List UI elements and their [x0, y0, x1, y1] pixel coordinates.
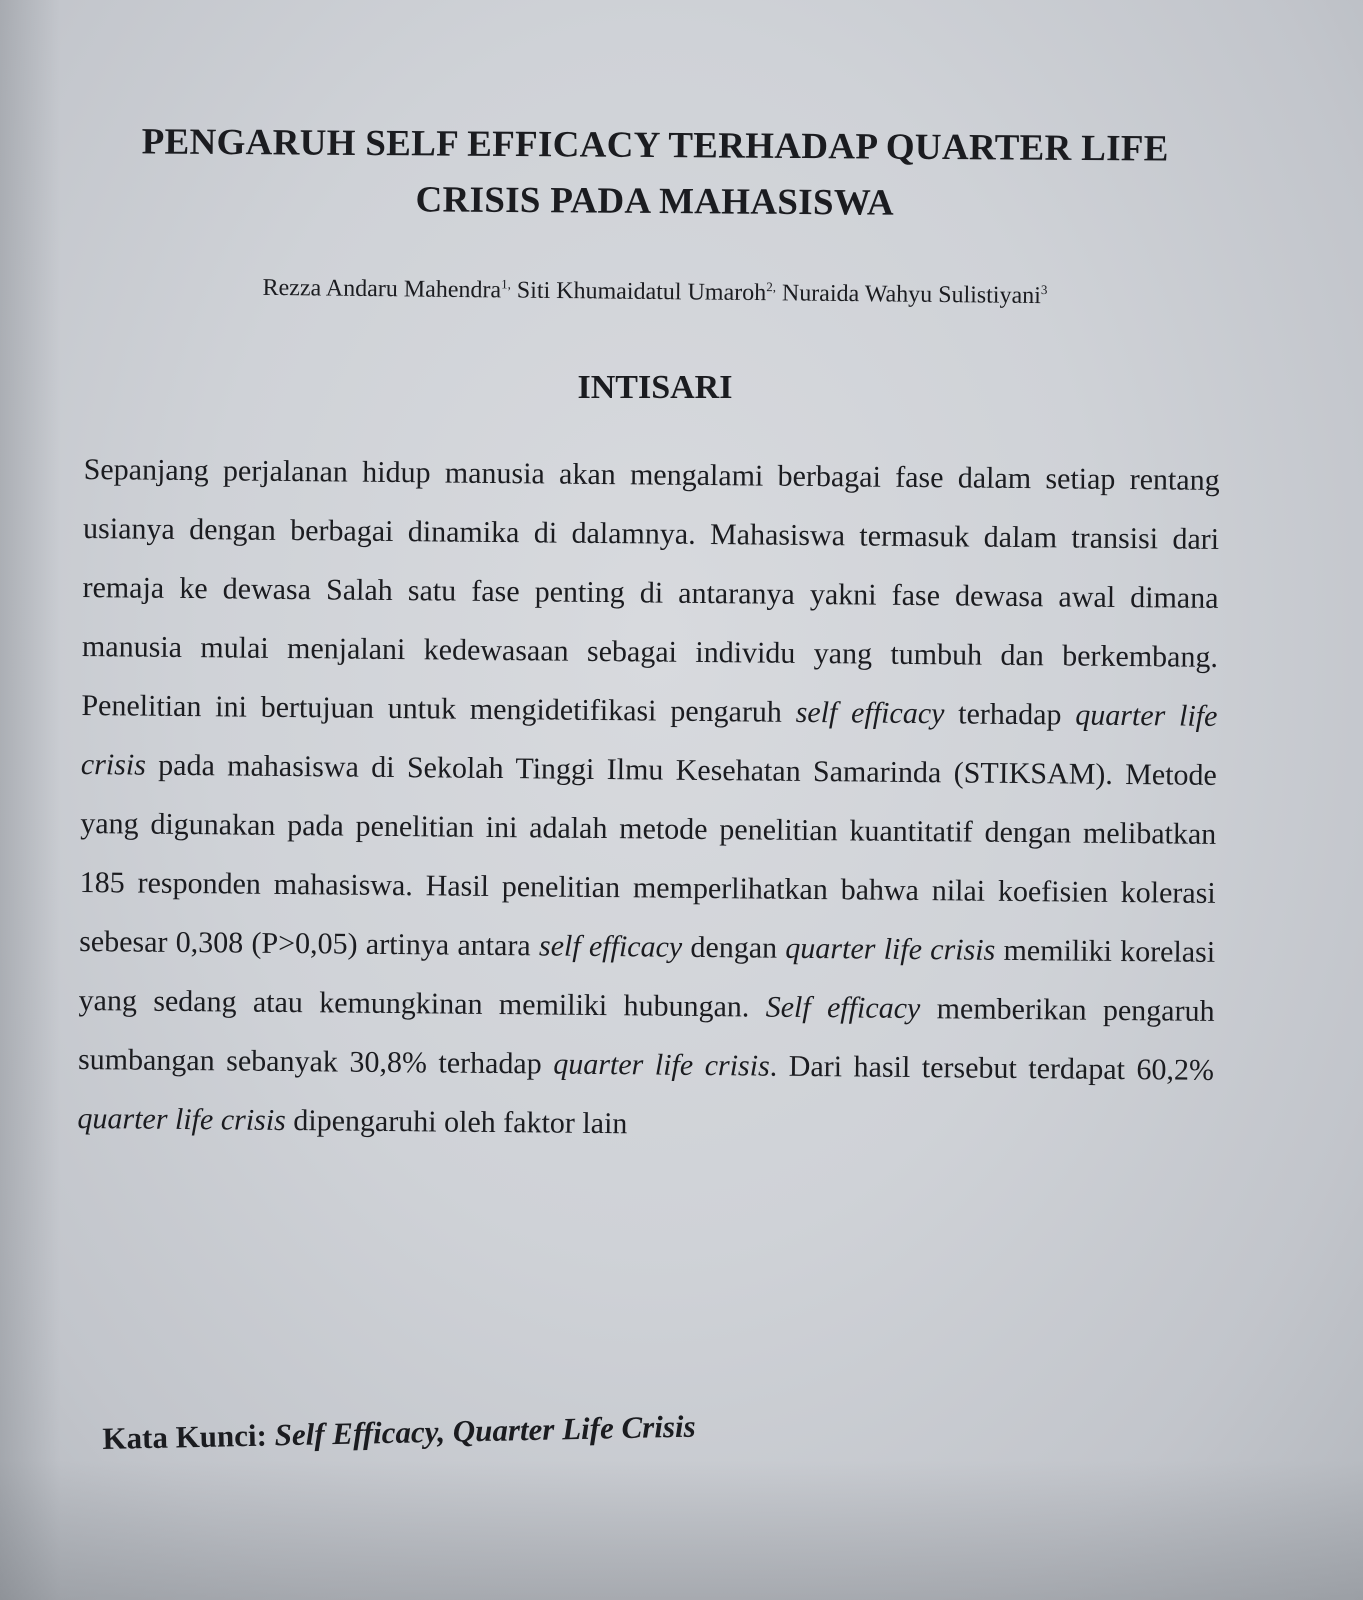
abstract-text-1: Sepanjang perjalanan hidup manusia akan mengalami berbagai fase dalam setiap rentang usianya dengan berbagai dinamika di dalamnya. Mahasiswa termasuk dalam transisi dari remaja ke dewasa Salah satu fase penting di antaranya yakni fase dewasa awal dimana manusia mulai menjalani kedewasaan sebagai individu yang tumbuh dan berkembang. Penelitian ini bertujuan untuk mengidetifikasi pengaruh — [81, 452, 1220, 729]
author-name-1: Rezza Andaru Mahendra — [262, 274, 502, 304]
keywords — [102, 1406, 696, 1460]
title-line-2: CRISIS PADA MAHASISWA — [415, 179, 895, 224]
abstract-text-3: pada mahasiswa di Sekolah Tinggi Ilmu Kesehatan Samarinda (STIKSAM). Metode yang digunakan pada penelitian ini adalah metode penelitian kuantitatif dengan melibatkan 185 responden mahasiswa. Hasil penelitian memperlihatkan bahwa nilai koefisien kolerasi sebesar 0,308 (P>0,05) artinya antara — [79, 748, 1217, 963]
abstract-text-7: . Dari hasil tersebut terdapat 60,2% — [769, 1049, 1215, 1087]
keywords-label: Kata Kunci: — [102, 1417, 268, 1456]
paper-title — [80, 114, 1231, 234]
abstract-term-2: quarter life crisis — [80, 698, 1218, 782]
abstract-text-4: dengan — [682, 930, 786, 965]
abstract-text-8: dipengaruhi oleh faktor lain — [285, 1103, 628, 1141]
section-heading: INTISARI — [577, 369, 733, 406]
page-shadow-bottom — [0, 1460, 1363, 1600]
abstract-text-5: memiliki korelasi yang sedang atau kemungkinan memiliki hubungan. — [78, 933, 1216, 1024]
abstract-text-6: memberikan pengaruh sumbangan sebanyak 30,8% terhadap — [77, 992, 1215, 1081]
abstract-term-1: self efficacy — [795, 695, 945, 731]
keywords-terms: Self Efficacy, Quarter Life Crisis — [274, 1408, 696, 1453]
abstract-body — [77, 440, 1220, 1159]
author-mark-2: 2, — [766, 279, 777, 295]
author-mark-3: 3 — [1040, 282, 1048, 298]
abstract-paragraph — [77, 440, 1220, 1159]
abstract-term-4: quarter life crisis — [785, 931, 996, 967]
abstract-term-5: Self efficacy — [765, 990, 921, 1026]
author-name-2: Siti Khumaidatul Umaroh — [516, 277, 767, 307]
abstract-text-2: terhadap — [944, 697, 1076, 732]
abstract-term-6: quarter life crisis — [553, 1047, 770, 1083]
abstract-term-3: self efficacy — [538, 929, 683, 964]
author-mark-1: 1, — [501, 276, 512, 292]
page-shadow-left — [0, 0, 60, 1600]
abstract-term-7: quarter life crisis — [77, 1101, 286, 1137]
title-line-1: PENGARUH SELF EFFICACY TERHADAP QUARTER LIFE — [141, 121, 1169, 170]
author-list — [80, 262, 1230, 316]
author-name-3: Nuraida Wahyu Sulistiyani — [781, 280, 1041, 310]
